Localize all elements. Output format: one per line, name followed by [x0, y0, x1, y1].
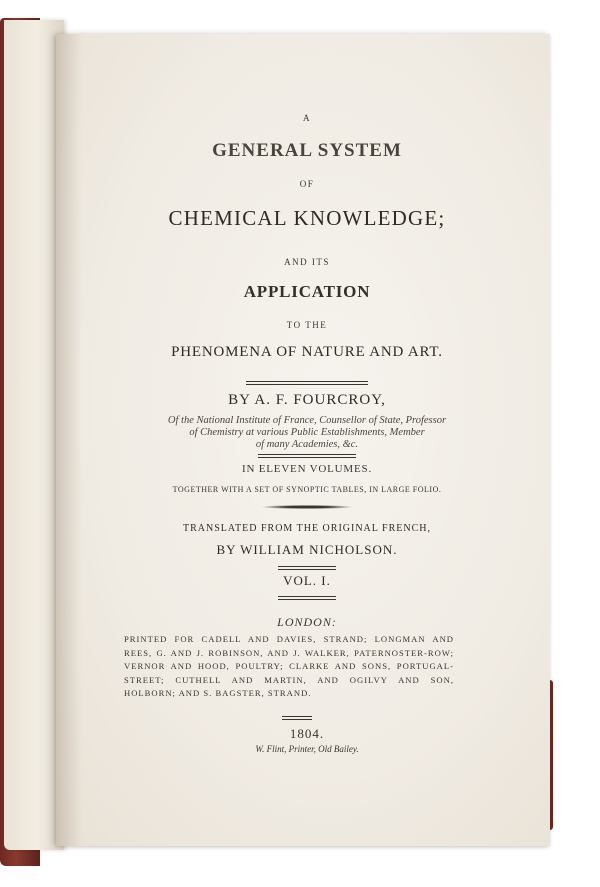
title-general-system: GENERAL SYSTEM: [212, 140, 402, 161]
synoptic-tables-line: TOGETHER WITH A SET OF SYNOPTIC TABLES, IN LARGE FOLIO.: [172, 485, 442, 494]
divider-rule: [246, 384, 368, 385]
printer-line: W. Flint, Printer, Old Bailey.: [255, 744, 359, 754]
word-to-the: TO THE: [286, 320, 328, 330]
title-application: APPLICATION: [243, 282, 371, 301]
ornamental-swell-rule: [262, 505, 352, 509]
word-and-its: AND ITS: [284, 257, 330, 267]
title-phenomena: PHENOMENA OF NATURE AND ART.: [171, 344, 443, 360]
divider-rule: [278, 569, 336, 570]
divider-rule: [258, 457, 356, 458]
left-page-edge: [4, 20, 64, 850]
article-a: A: [303, 113, 311, 123]
translated-line: TRANSLATED FROM THE ORIGINAL FRENCH,: [183, 523, 431, 534]
publication-year: 1804.: [289, 726, 325, 741]
divider-rule: [246, 381, 368, 382]
author-credentials-2: of Chemistry at various Public Establishments, Member: [189, 427, 425, 438]
translator-line: BY WILLIAM NICHOLSON.: [216, 542, 398, 557]
author-line: BY A. F. FOURCROY,: [228, 392, 386, 408]
divider-rule: [278, 599, 336, 600]
author-credentials-1: Of the National Institute of France, Counsellor of State, Professor: [167, 415, 447, 426]
title-chemical-knowledge: CHEMICAL KNOWLEDGE;: [168, 206, 446, 230]
volume-number: VOL. I.: [283, 573, 331, 588]
gutter-shadow: [56, 34, 82, 846]
divider-rule: [278, 566, 336, 567]
imprint-publishers: PRINTED FOR CADELL AND DAVIES, STRAND; LONGMAN AND REES, G. AND J. ROBINSON, AND J. WALKER, PATERNOSTER-ROW; VERNOR AND HOOD, POULTRY; CLARKE AND SONS, PORTUGAL-STREET; CUTHELL AND MARTIN, AND OGILVY AND SON, HOLBORN; AND S. BAGSTER, STRAND.: [124, 634, 454, 698]
imprint-city: LONDON:: [277, 615, 337, 629]
word-of: OF: [299, 179, 315, 189]
author-credentials-3: of many Academies, &c.: [255, 439, 359, 450]
divider-rule: [282, 716, 312, 717]
volumes-line: IN ELEVEN VOLUMES.: [242, 463, 372, 475]
divider-rule: [258, 454, 356, 455]
divider-rule: [278, 596, 336, 597]
divider-rule: [282, 719, 312, 720]
